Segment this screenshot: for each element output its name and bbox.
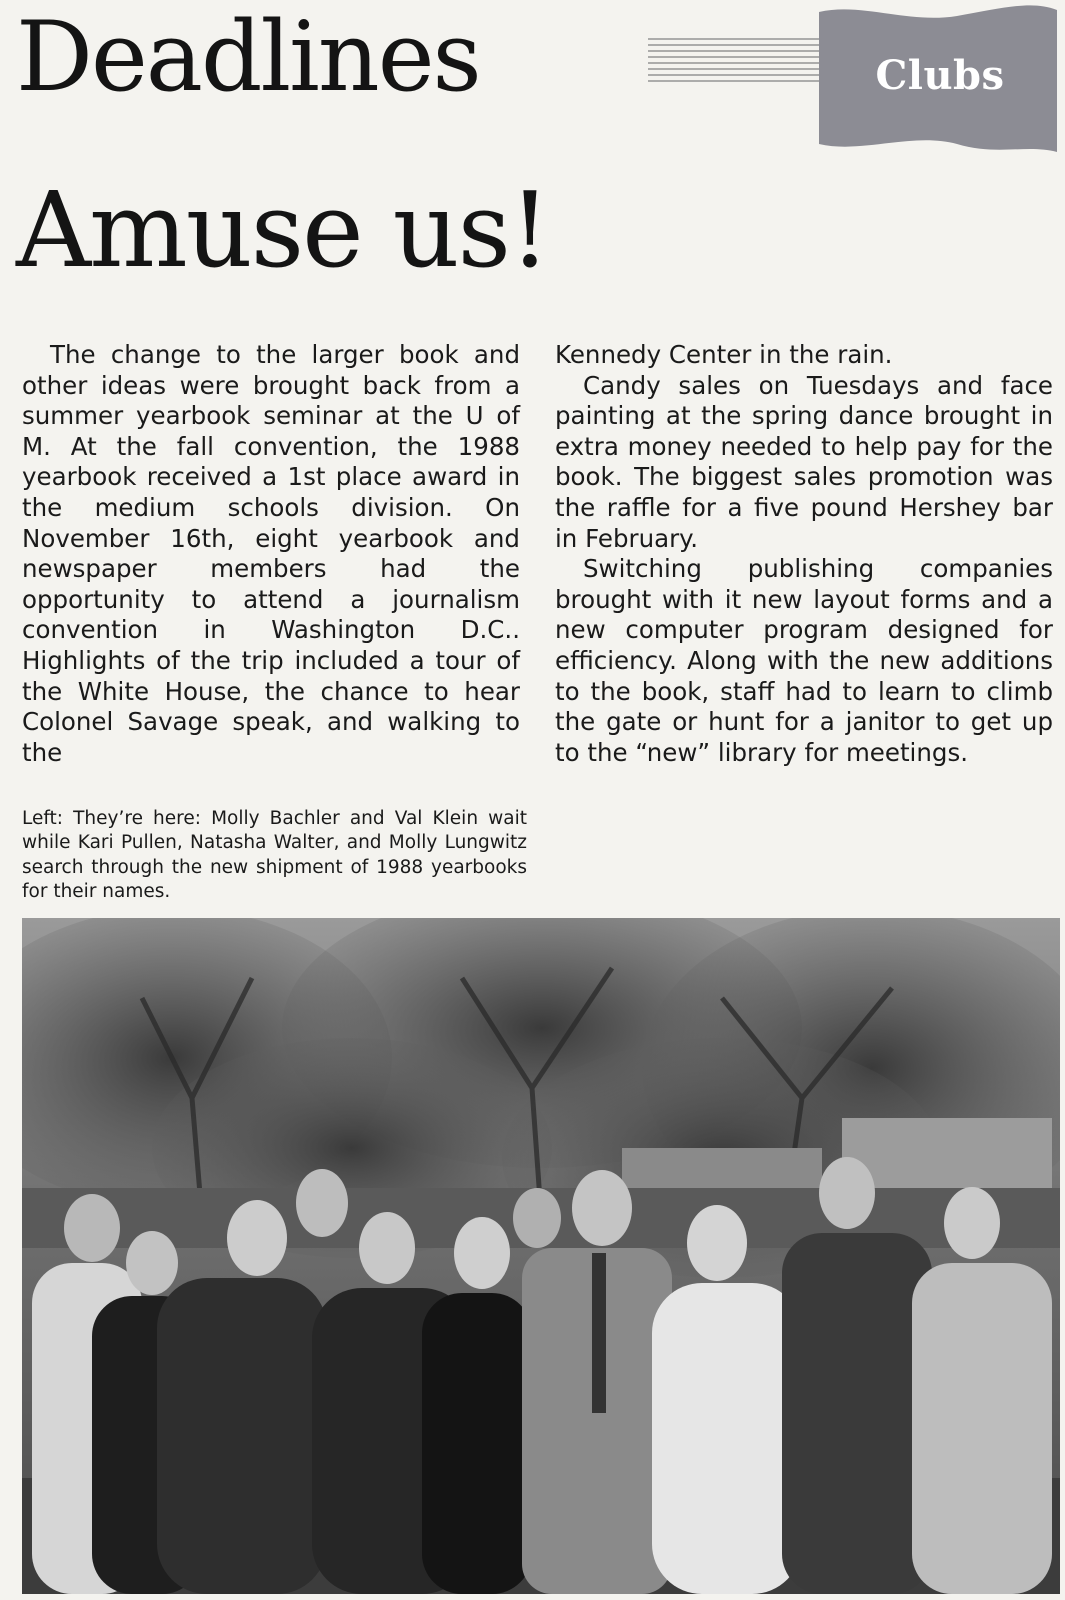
group-photo bbox=[22, 918, 1060, 1594]
photo-caption: Left: They’re here: Molly Bachler and Val Klein wait while Kari Pullen, Natasha Walter, and Molly Lungwitz search through the new shipment of 1988 yearbooks for their names. bbox=[22, 808, 527, 902]
decorative-rules bbox=[648, 38, 820, 82]
article-paragraph: Switching publishing companies brought with it new layout forms and a new computer program designed for efficiency. Along with the new additions to the book, staff had to learn to climb the gate or hunt for a janitor to get up to the “new” library for meetings. bbox=[555, 554, 1053, 767]
article-paragraph: Kennedy Center in the rain. bbox=[555, 340, 893, 369]
section-label: Clubs bbox=[875, 52, 1005, 99]
headline-line-1: Deadlines bbox=[16, 1, 480, 113]
headline-line-2: Amuse us! bbox=[16, 169, 549, 291]
article-paragraph: The change to the larger book and other ideas were brought back from a summer yearbook seminar at the U of M. At the fall convention, the 1988 yearbook received a 1st place award in the medium schools division. On November 16th, eight yearbook and newspaper members had the opportunity to attend a journalism convention in Washington D.C.. Highlights of the trip included a tour of the White House, the chance to hear Colonel Savage speak, and walking to the bbox=[22, 340, 520, 767]
group-photo-illustration bbox=[22, 918, 1060, 1594]
article-column-right bbox=[555, 340, 1053, 768]
article-column-left bbox=[22, 340, 520, 768]
article-paragraph: Candy sales on Tuesdays and face painting at the spring dance brought in extra money needed to help pay for the book. The biggest sales promotion was the raffle for a five pound Hershey bar in February. bbox=[555, 370, 1053, 553]
